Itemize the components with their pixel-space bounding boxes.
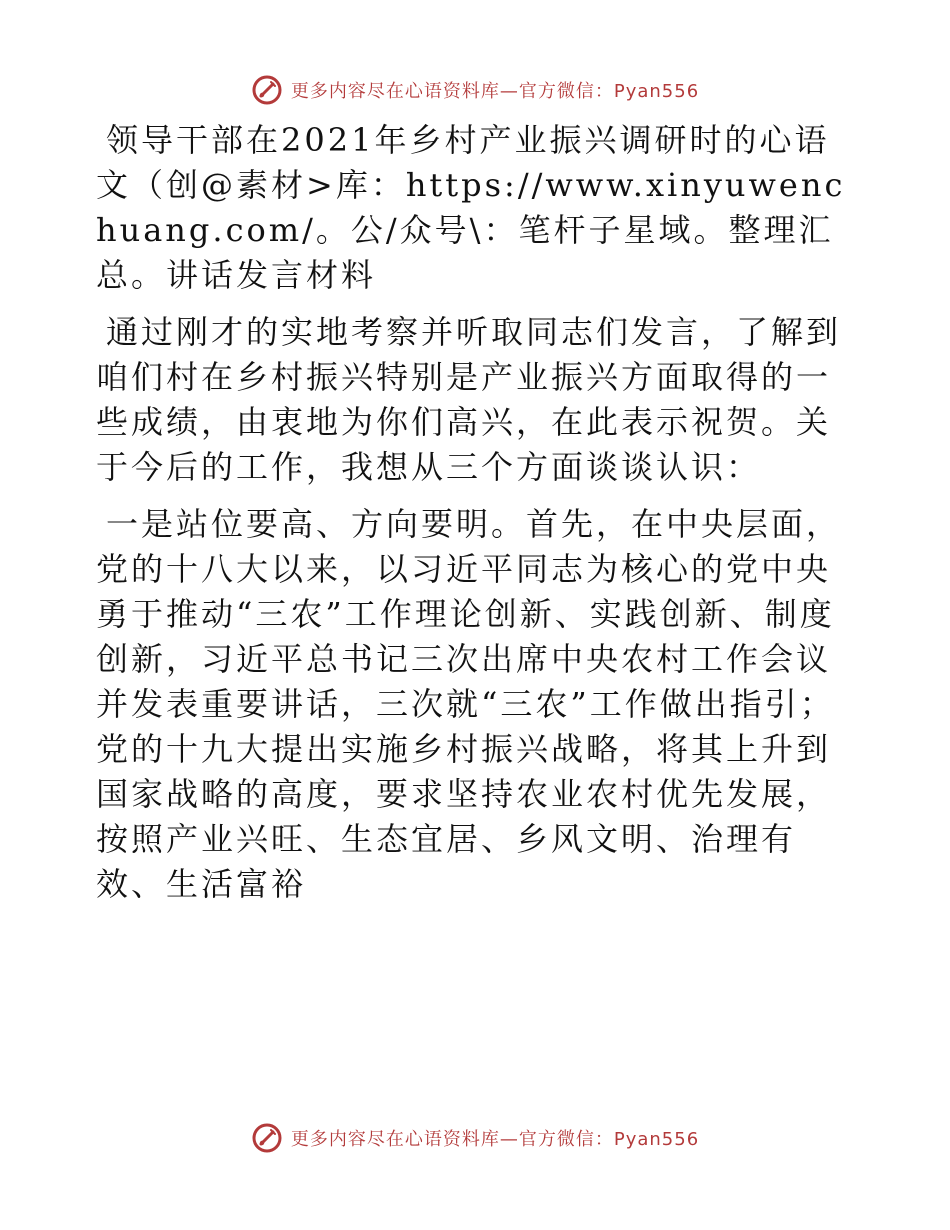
footer-text: 更多内容尽在心语资料库—官方微信：Pyan556 (290, 1129, 700, 1150)
header-text: 更多内容尽在心语资料库—官方微信：Pyan556 (290, 81, 700, 102)
paragraph-2: 一是站位要高、方向要明。首先，在中央层面，党的十八大以来，以习近平同志为核心的党中央勇于推动“三农”工作理论创新、实践创新、制度创新，习近平总书记三次出席中央农村工作会议并发表重要讲话，三次就“三农”工作做出指引；党的十九大提出实施乡村振兴战略，将其上升到国家战略的高度，要求坚持农业农村优先发展，按照产业兴旺、生态宜居、乡风文明、治理有效、生活富裕 (96, 505, 842, 903)
document-content (96, 118, 856, 907)
document-title: 领导干部在2021年乡村产业振兴调研时的心语文（创@素材>库：https://www.xinyuwenchuang.com/。公/众号\：笔杆子星域。整理汇总。讲话发言材料 (96, 121, 846, 294)
header-banner (0, 70, 950, 110)
footer-banner (0, 1118, 950, 1158)
paragraph-1: 通过刚才的实地考察并听取同志们发言，了解到咱们村在乡村振兴特别是产业振兴方面取得的一些成绩，由衷地为你们高兴，在此表示祝贺。关于今后的工作，我想从三个方面谈谈认识： (96, 313, 842, 486)
red-seal-pen-logo-icon (251, 74, 283, 106)
red-seal-pen-logo-icon (251, 1122, 283, 1154)
